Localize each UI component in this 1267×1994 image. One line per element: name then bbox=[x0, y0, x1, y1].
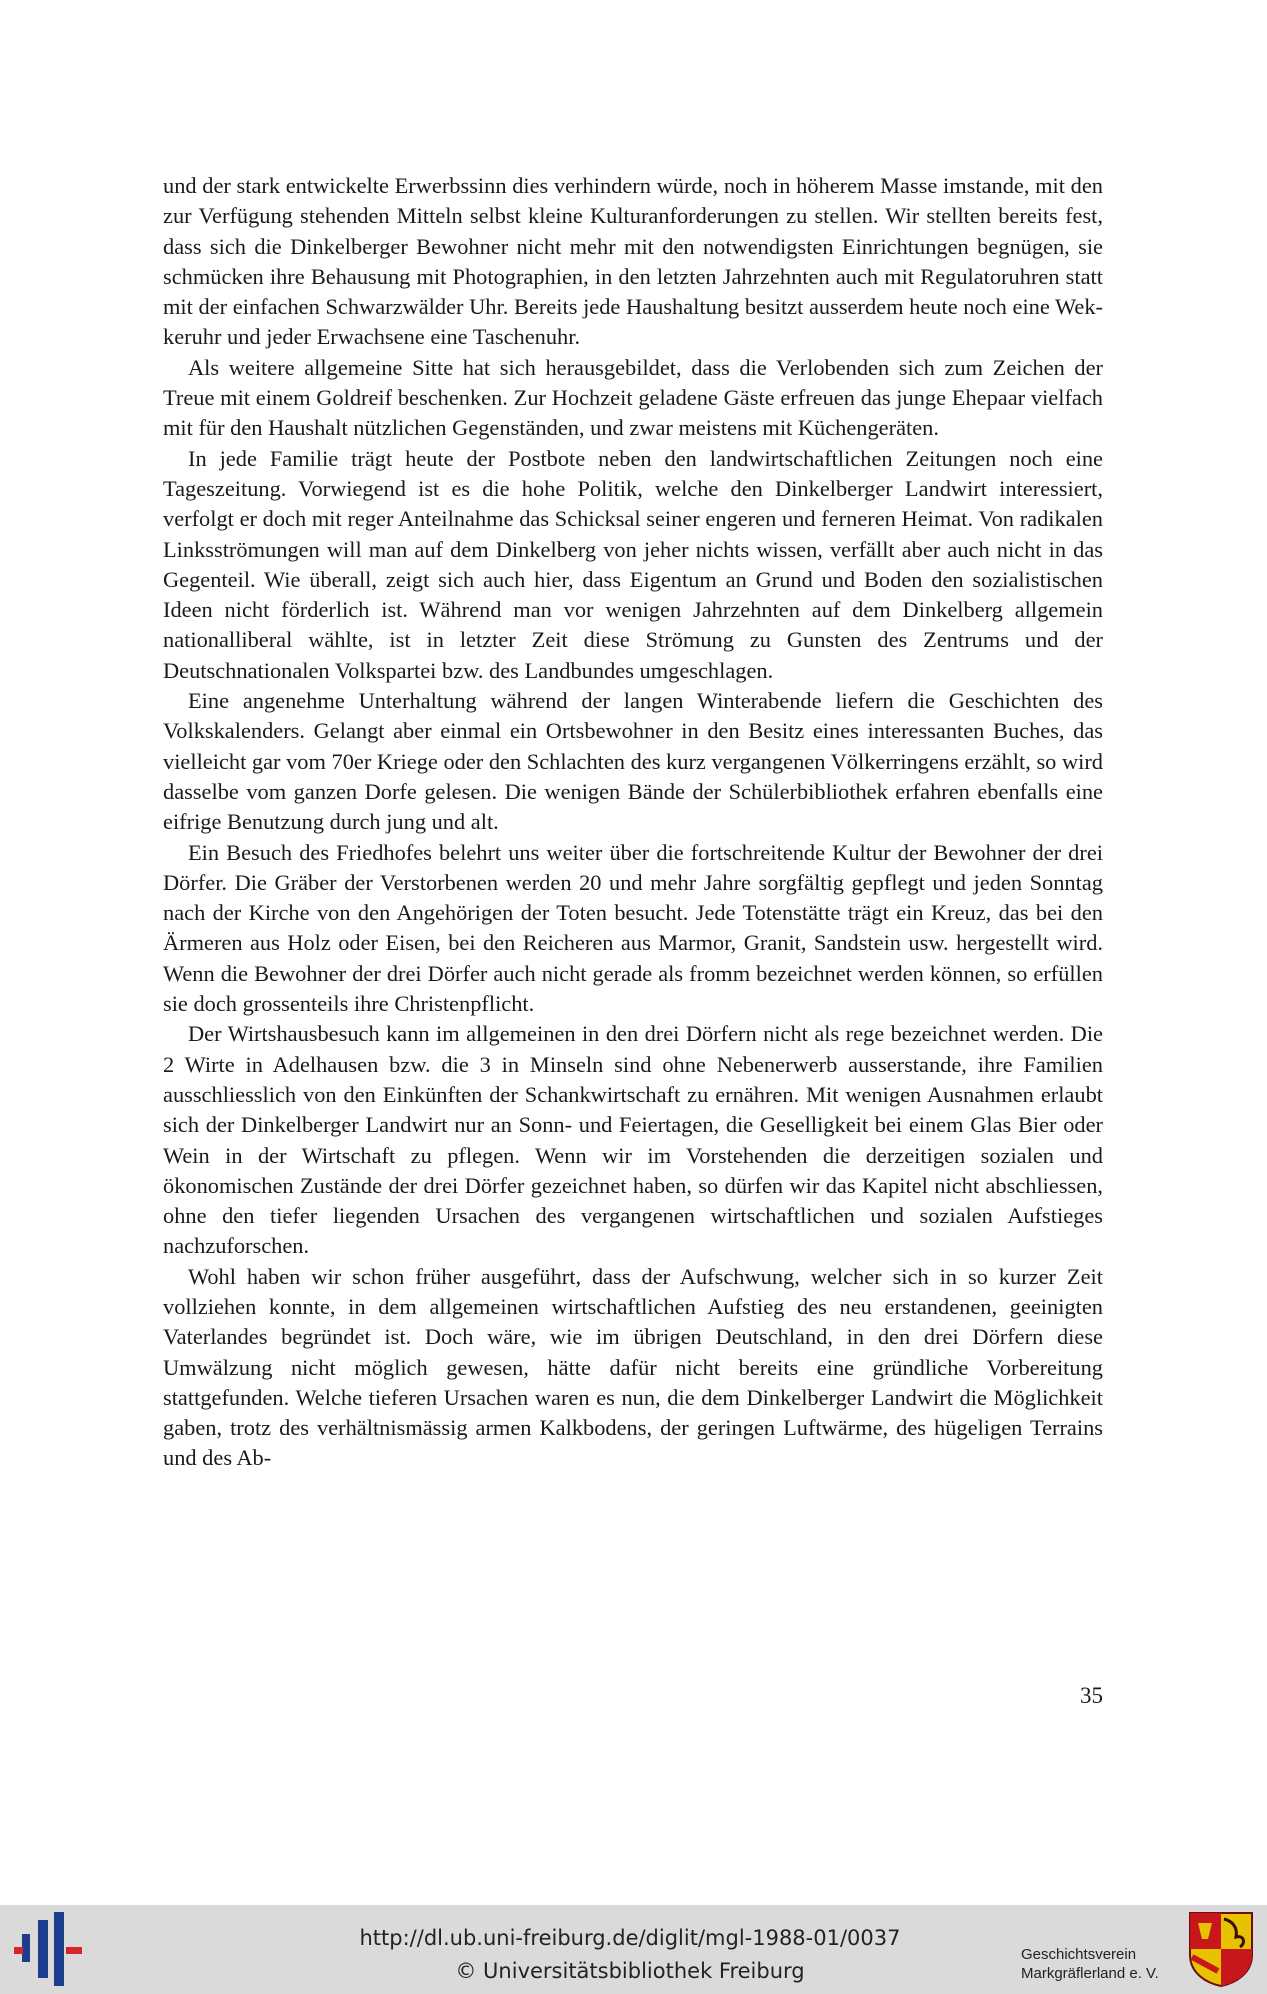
coat-of-arms-icon bbox=[1188, 1911, 1254, 1987]
society-line-2: Markgräflerland e. V. bbox=[1021, 1965, 1159, 1982]
page-body bbox=[163, 171, 1103, 1474]
society-name bbox=[1021, 1945, 1159, 1983]
copyright-notice: © Universitätsbibliothek Freiburg bbox=[455, 1959, 805, 1983]
paragraph: Ein Besuch des Friedhofes belehrt uns weiter über die fortschreitende Kultur der Bewohner der drei Dörfer. Die Gräber der Verstorbenen werden 20 und mehr Jahre sorgfältig gepflegt und jeden Sonntag nach der Kirche von den Angehörigen der Toten besucht. Jede Totenstätte trägt ein Kreuz, das bei den Ärmeren aus Holz oder Eisen, bei den Reicheren aus Marmor, Granit, Sandstein usw. hergestellt wird. Wenn die Bewohner der drei Dörfer auch nicht gerade als fromm bezeichnet werden können, so erfüllen sie doch grossenteils ihre Christenpflicht. bbox=[163, 839, 1103, 1017]
paragraph: Eine angenehme Unterhaltung während der langen Winterabende liefern die Geschichten des Volkskalenders. Gelangt aber einmal ein Ortsbewohner in den Besitz eines interessanten Buches, das vielleicht gar vom 70er Kriege oder den Schlachten des kurz vergangenen Völkerringens erzählt, so wird dasselbe vom ganzen Dorfe gelesen. Die wenigen Bände der Schülerbibliothek erfahren ebenfalls eine eifrige Benutzung durch jung und alt. bbox=[163, 688, 1103, 835]
paragraph: Wohl haben wir schon früher ausgeführt, dass der Aufschwung, welcher sich in so kurzer Zeit vollziehen konnte, in dem allgemeinen wirtschaftlichen Aufstieg des neu erstandenen, geeinigten Vaterlandes begründet ist. Doch wäre, wie im übrigen Deutschland, in den drei Dörfern diese Umwälzung nicht möglich gewesen, hätte dafür nicht bereits eine gründliche Vorbereitung stattgefunden. Welche tieferen Ursachen waren es nun, die dem Dinkelberger Landwirt die Möglichkeit gaben, trotz des verhältnismässig armen Kalkbodens, der geringen Luftwärme, des hügeligen Terrains und des Ab- bbox=[163, 1263, 1103, 1471]
page-number: 35 bbox=[1080, 1683, 1103, 1708]
paragraph: und der stark entwickelte Erwerbssinn dies verhindern würde, noch in höherem Masse imstande, mit den zur Verfügung stehenden Mitteln selbst kleine Kulturanforderungen zu stellen. Wir stellten bereits fest, dass sich die Dinkelberger Bewohner nicht mehr mit den notwendigsten Einrichtungen begnügen, sie schmücken ihre Behausung mit Photographien, in den letzten Jahrzehnten auch mit Regulatoruhren statt mit der einfachen Schwarzwälder Uhr. Bereits jede Haushaltung besitzt ausserdem heute noch eine Wekkeruhr und jeder Erwachsene eine Taschenuhr. bbox=[163, 173, 1103, 350]
paragraph: Der Wirtshausbesuch kann im allgemeinen in den drei Dörfern nicht als rege bezeichnet werden. Die 2 Wirte in Adelhausen bzw. die 3 in Minseln sind ohne Nebenerwerb ausserstande, ihre Familien ausschliesslich von den Einkünften der Schankwirtschaft zu ernähren. Mit wenigen Ausnahmen erlaubt sich der Dinkelberger Landwirt nur an Sonn- und Feiertagen, die Geselligkeit bei einem Glas Bier oder Wein in der Wirtschaft zu pflegen. Wenn wir im Vorstehenden die derzeitigen sozialen und ökonomischen Zustände der drei Dörfer gezeichnet haben, so dürfen wir das Kapitel nicht abschliessen, ohne den tiefer liegenden Ursachen des vergangenen wirtschaftlichen und sozialen Aufstieges nachzuforschen. bbox=[163, 1021, 1103, 1259]
footer-bar bbox=[0, 1905, 1267, 1994]
permalink-url[interactable]: http://dl.ub.uni-freiburg.de/diglit/mgl-1988-01/0037 bbox=[359, 1926, 901, 1950]
footer-links bbox=[260, 1922, 1000, 1988]
ub-freiburg-logo-icon[interactable] bbox=[14, 1912, 82, 1986]
society-line-1: Geschichtsverein bbox=[1021, 1946, 1137, 1963]
paragraph: In jede Familie trägt heute der Postbote neben den landwirtschaftlichen Zeitungen noch eine Tageszeitung. Vorwiegend ist es die hohe Politik, welche den Dinkelberger Landwirt interessiert, verfolgt er doch mit reger Anteilnahme das Schicksal seiner engeren und ferneren Heimat. Von radikalen Linksströmungen will man auf dem Dinkelberg von jeher nichts wissen, verfällt aber auch nicht in das Gegenteil. Wie überall, zeigt sich auch hier, dass Eigentum an Grund und Boden den sozialistischen Ideen nicht förderlich ist. Während man vor wenigen Jahrzehnten auf dem Dinkelberg allgemein nationalliberal wählte, ist in letzter Zeit diese Strömung zu Gunsten des Zentrums und der Deutschnationalen Volkspartei bzw. des Landbundes umgeschlagen. bbox=[163, 445, 1103, 683]
paragraph: Als weitere allgemeine Sitte hat sich herausgebildet, dass die Verlobenden sich zum Zeichen der Treue mit einem Goldreif beschenken. Zur Hochzeit geladene Gäste erfreuen das junge Ehepaar vielfach mit für den Haushalt nützlichen Gegenständen, und zwar meistens mit Küchengeräten. bbox=[163, 354, 1103, 441]
